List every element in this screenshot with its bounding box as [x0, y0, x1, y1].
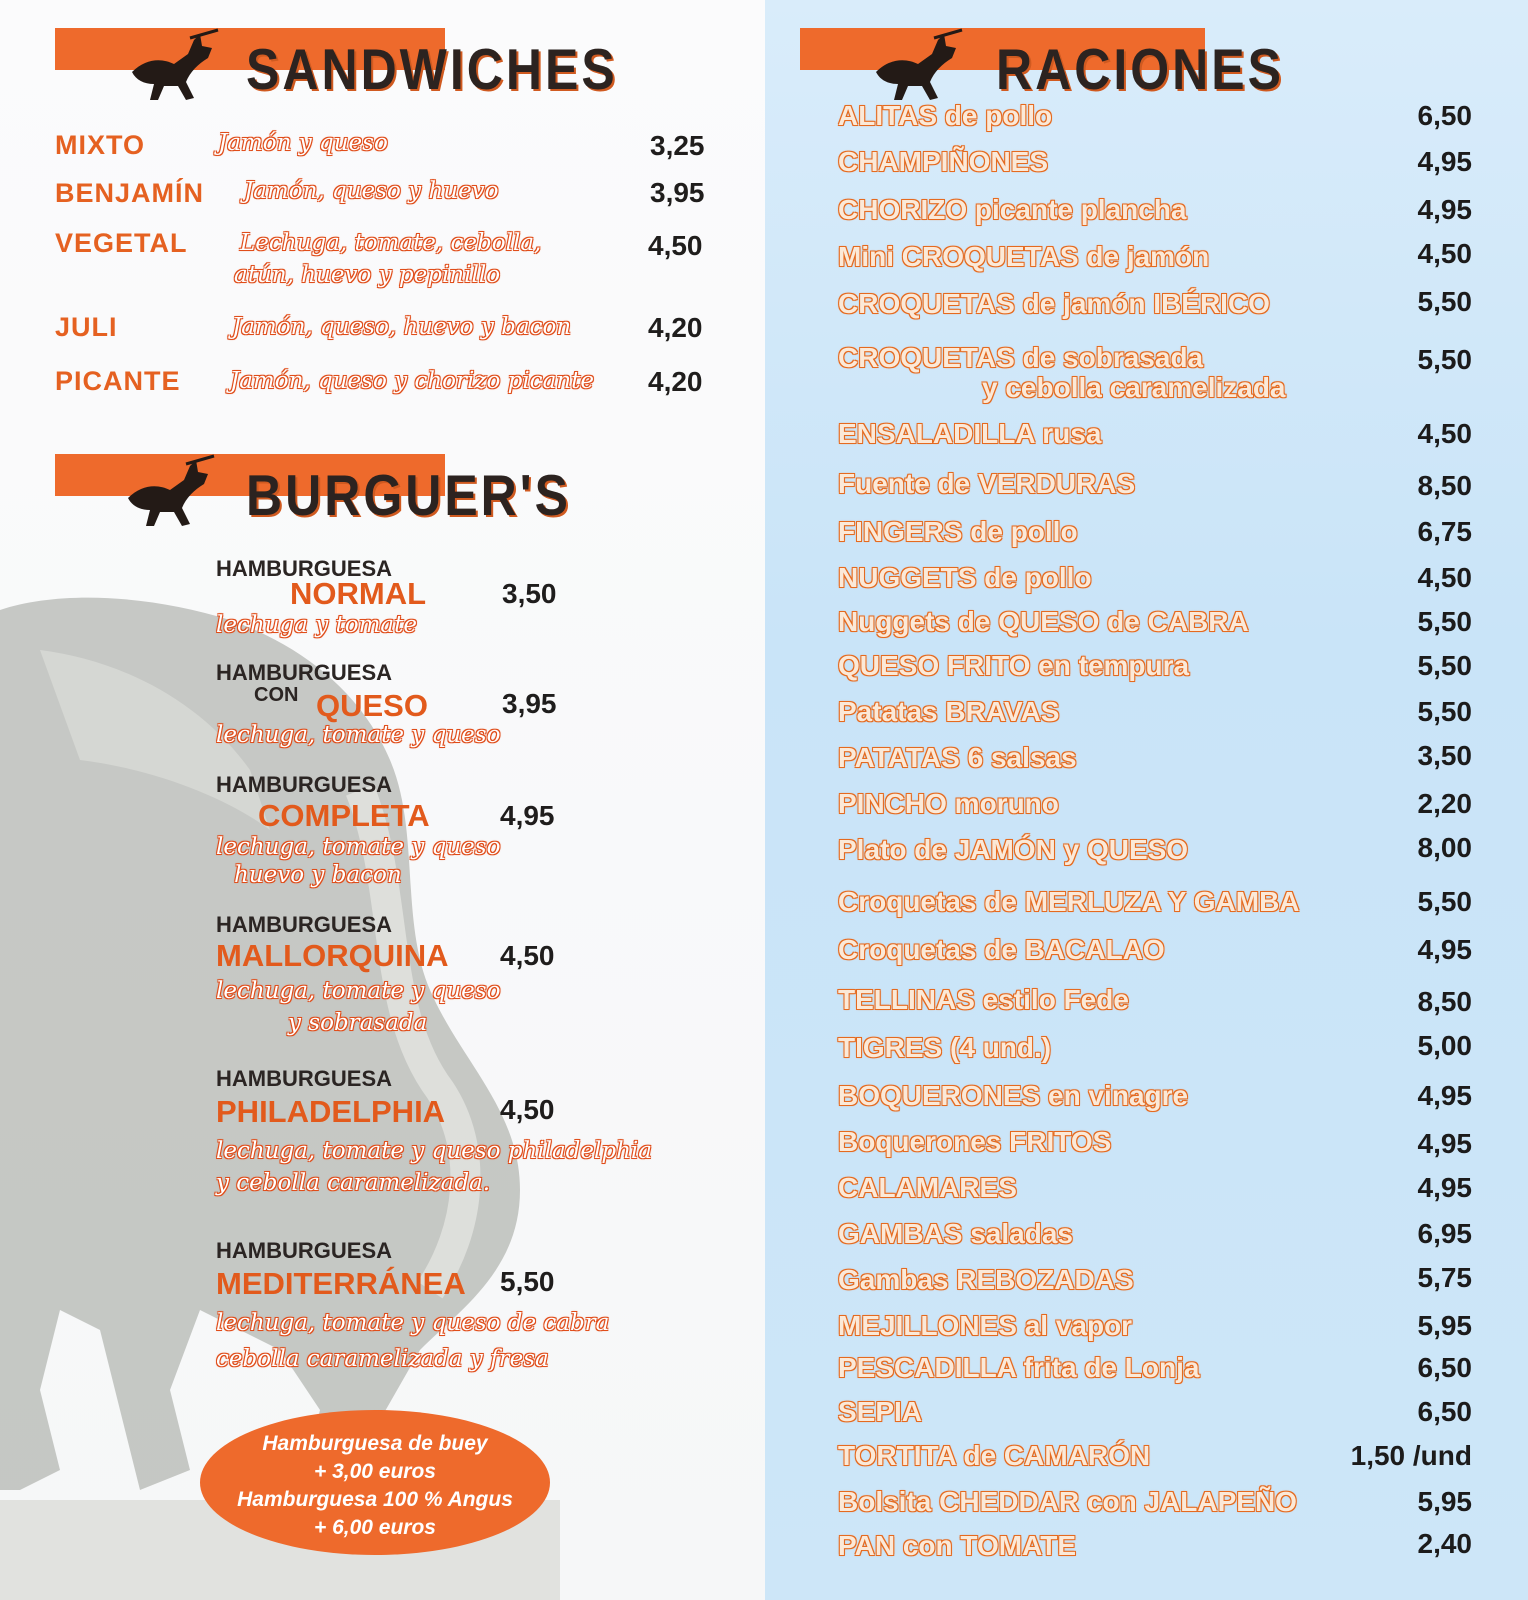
- sandwich-price: 3,95: [650, 177, 705, 208]
- burger-desc: lechuga, tomate y queso philadelphia: [216, 1138, 652, 1164]
- racion-price: 5,75: [1417, 1262, 1472, 1293]
- sandwich-desc: Jamón, queso y huevo: [244, 178, 499, 204]
- racion-price: 8,00: [1417, 832, 1472, 863]
- racion-name: CALAMARES: [838, 1172, 1017, 1203]
- racion-name: Boquerones FRITOS: [838, 1126, 1112, 1157]
- burger-name: MEDITERRÁNEA: [216, 1266, 466, 1301]
- racion-price: 4,50: [1417, 418, 1472, 449]
- racion-price: 1,50 /und: [1350, 1440, 1472, 1471]
- extras-line: Hamburguesa 100 % Angus: [237, 1488, 513, 1511]
- racion-name: NUGGETS de pollo: [838, 562, 1092, 593]
- racion-price: 5,50: [1417, 886, 1472, 917]
- burger-desc: lechuga, tomate y queso: [216, 978, 501, 1004]
- burger-price: 4,95: [500, 800, 555, 831]
- burger-name: NORMAL: [290, 576, 427, 611]
- burger-price: 3,95: [502, 688, 557, 719]
- racion-name: Croquetas de BACALAO: [838, 934, 1165, 965]
- racion-name: CHAMPIÑONES: [838, 146, 1049, 177]
- extras-line: + 6,00 euros: [314, 1516, 436, 1539]
- racion-name: MEJILLONES al vapor: [838, 1310, 1133, 1341]
- sandwich-price: 4,20: [648, 312, 703, 343]
- racion-name: Nuggets de QUESO de CABRA: [838, 606, 1249, 637]
- burger-desc: lechuga y tomate: [216, 612, 417, 638]
- racion-price: 4,95: [1417, 1172, 1472, 1203]
- sandwich-desc: Jamón, queso y chorizo picante: [230, 368, 594, 394]
- racion-name: Bolsita CHEDDAR con JALAPEÑO: [838, 1486, 1297, 1517]
- sandwich-name: VEGETAL: [55, 228, 188, 258]
- racion-price: 5,50: [1417, 286, 1472, 317]
- racion-name: Gambas REBOZADAS: [838, 1264, 1134, 1295]
- racion-name: PINCHO moruno: [838, 788, 1059, 819]
- racion-price: 5,50: [1417, 606, 1472, 637]
- racion-name: ENSALADILLA rusa: [838, 418, 1102, 449]
- racion-price: 4,50: [1417, 562, 1472, 593]
- burger-kicker: CON: [254, 684, 299, 706]
- sandwich-price: 3,25: [650, 130, 705, 161]
- burger-desc: lechuga, tomate y queso de cabra: [216, 1310, 610, 1336]
- burger-price: 3,50: [502, 578, 557, 609]
- racion-price: 4,95: [1417, 194, 1472, 225]
- burger-price: 5,50: [500, 1266, 555, 1297]
- racion-price: 5,50: [1417, 696, 1472, 727]
- racion-price: 5,95: [1417, 1486, 1472, 1517]
- racion-price: 2,20: [1417, 788, 1472, 819]
- sandwich-name: PICANTE: [55, 366, 181, 396]
- burger-name: PHILADELPHIA: [216, 1094, 446, 1129]
- racion-price: 8,50: [1417, 470, 1472, 501]
- burger-name: COMPLETA: [258, 798, 430, 833]
- racion-price: 5,95: [1417, 1310, 1472, 1341]
- sandwich-desc: Jamón, queso, huevo y bacon: [232, 314, 572, 340]
- racion-price: 4,50: [1417, 238, 1472, 269]
- racion-name: BOQUERONES en vinagre: [838, 1080, 1189, 1111]
- racion-price: 4,95: [1417, 146, 1472, 177]
- sandwich-name: MIXTO: [55, 130, 146, 160]
- racion-name: PATATAS 6 salsas: [838, 742, 1077, 773]
- burger-desc: y cebolla caramelizada.: [216, 1170, 491, 1196]
- burger-kicker: HAMBURGUESA: [216, 1066, 392, 1091]
- sandwich-name: BENJAMÍN: [55, 178, 205, 208]
- racion-name: CROQUETAS de sobrasada: [838, 342, 1204, 373]
- racion-price: 6,95: [1417, 1218, 1472, 1249]
- racion-price: 5,50: [1417, 650, 1472, 681]
- racion-name: FINGERS de pollo: [838, 516, 1078, 547]
- racion-price: 6,50: [1417, 1396, 1472, 1427]
- racion-price: 4,95: [1417, 1080, 1472, 1111]
- horse-rider-knight-icon: [124, 454, 220, 528]
- burguers-title: BURGUER'S: [246, 463, 572, 528]
- horse-rider-knight-icon: [128, 28, 224, 102]
- racion-name: PAN con TOMATE: [838, 1530, 1076, 1561]
- burger-kicker: HAMBURGUESA: [216, 912, 392, 937]
- burger-price: 4,50: [500, 1094, 555, 1125]
- racion-price: 4,95: [1417, 934, 1472, 965]
- burger-kicker: HAMBURGUESA: [216, 660, 392, 685]
- burger-desc: y sobrasada: [288, 1010, 428, 1036]
- racion-price: 2,40: [1417, 1528, 1472, 1559]
- extras-line: Hamburguesa de buey: [262, 1432, 488, 1455]
- racion-name: Croquetas de MERLUZA Y GAMBA: [838, 886, 1300, 917]
- raciones-title: RACIONES: [996, 37, 1284, 102]
- racion-name: QUESO FRITO en tempura: [838, 650, 1190, 681]
- burger-kicker: HAMBURGUESA: [216, 772, 392, 797]
- sandwich-price: 4,50: [648, 230, 703, 261]
- racion-name: Patatas BRAVAS: [838, 696, 1060, 727]
- racion-price: 4,95: [1417, 1128, 1472, 1159]
- sandwich-name: JULI: [55, 312, 118, 342]
- burger-desc: huevo y bacon: [234, 862, 402, 888]
- racion-name: CHORIZO picante plancha: [838, 194, 1187, 225]
- racion-price: 6,75: [1417, 516, 1472, 547]
- burger-kicker: HAMBURGUESA: [216, 1238, 392, 1263]
- sandwich-desc: Lechuga, tomate, cebolla,: [240, 230, 542, 256]
- racion-name: Mini CROQUETAS de jamón: [838, 241, 1210, 272]
- racion-name: ALITAS de pollo: [838, 100, 1053, 131]
- sandwiches-title: SANDWICHES: [246, 37, 618, 102]
- burger-desc: cebolla caramelizada y fresa: [216, 1346, 549, 1372]
- racion-price: 6,50: [1417, 100, 1472, 131]
- extras-line: + 3,00 euros: [314, 1460, 436, 1483]
- sandwich-desc: atún, huevo y pepinillo: [234, 262, 501, 288]
- racion-name: TIGRES (4 und.): [838, 1032, 1052, 1063]
- sandwich-price: 4,20: [648, 366, 703, 397]
- racion-name: CROQUETAS de jamón IBÉRICO: [838, 288, 1270, 319]
- racion-name: TELLINAS estilo Fede: [838, 984, 1129, 1015]
- racion-price: 8,50: [1417, 986, 1472, 1017]
- burger-desc: lechuga, tomate y queso: [216, 722, 501, 748]
- racion-price: 5,00: [1417, 1030, 1472, 1061]
- racion-price: 3,50: [1417, 740, 1472, 771]
- burger-price: 4,50: [500, 940, 555, 971]
- racion-name: GAMBAS saladas: [838, 1218, 1073, 1249]
- racion-name: SEPIA: [838, 1396, 923, 1427]
- burger-kicker: HAMBURGUESA: [216, 556, 392, 581]
- horse-rider-knight-icon: [872, 28, 968, 102]
- burger-name: MALLORQUINA: [216, 938, 449, 973]
- racion-price: 5,50: [1417, 344, 1472, 375]
- racion-price: 6,50: [1417, 1352, 1472, 1383]
- racion-name: Plato de JAMÓN y QUESO: [838, 834, 1189, 865]
- racion-name: PESCADILLA frita de Lonja: [838, 1352, 1200, 1383]
- racion-name: Fuente de VERDURAS: [838, 468, 1136, 499]
- burger-desc: lechuga, tomate y queso: [216, 834, 501, 860]
- racion-name-continued: y cebolla caramelizada: [982, 372, 1286, 403]
- sandwich-desc: Jamón y queso: [218, 130, 388, 156]
- burger-name: QUESO: [316, 688, 428, 723]
- racion-name: TORTITA de CAMARÓN: [838, 1440, 1151, 1471]
